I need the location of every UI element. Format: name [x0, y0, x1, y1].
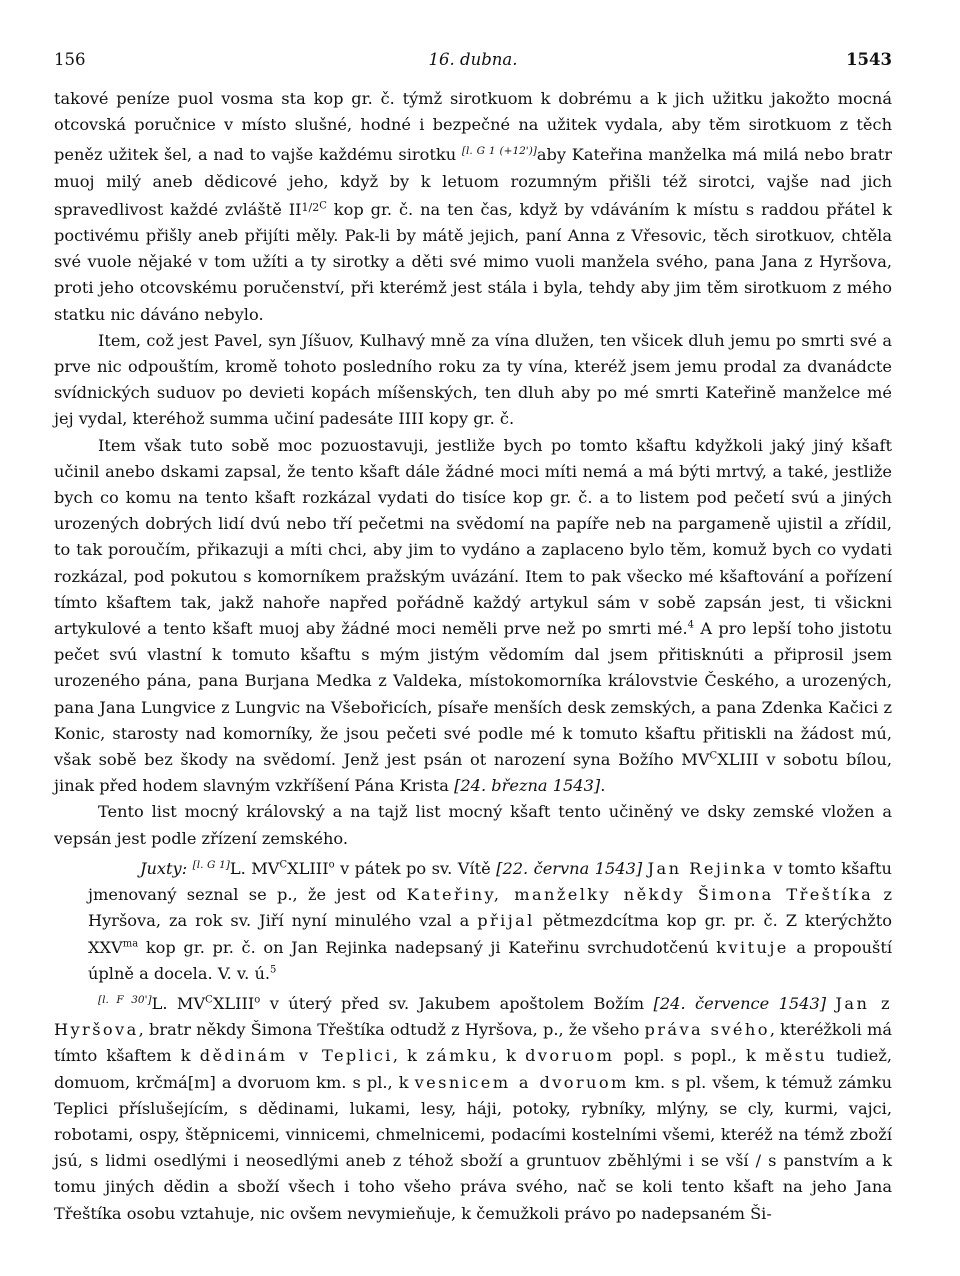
- paragraph-5: [54, 852, 892, 987]
- superscript-o: o: [254, 994, 261, 1006]
- text-run: pětmezdcítma kop gr. pr. č. Z kterýchžto XXV: [88, 911, 893, 957]
- text-run: XLIII: [287, 858, 329, 878]
- spaced-word: městu: [764, 1046, 828, 1066]
- spaced-word: kvituje: [716, 937, 789, 957]
- paragraph-4: Tento list mocný královský a na tajž list mocný kšaft tento učiněný ve dsky zemské vložen a vepsán jest podle zřízení zemského.: [54, 802, 892, 848]
- spaced-word: dědinám v Teplici: [199, 1046, 393, 1066]
- running-header: [54, 42, 892, 72]
- text-run: L. MV: [229, 858, 280, 878]
- text-run: , bratr někdy Šimona Třeštíka odtudž z Hyršova, p., že všeho: [138, 1020, 645, 1040]
- text-run: A pro lepší toho jistotu pečet svú vlastní k tomuto kšaftu s mým jistým vědomím dal jsem přitisknúti a připrosil jsem urozeného pána, pana Burjana Medka z Valdeka, místokomorníka královstvie Českého, a urozených, pana Jana Lungvice z Lungvic na Všebořicích, písaře menších desk zemských, a pana Zdenka Kačici z Konic, starosty nad komorníky, že jsou pečeti své podle mé k tomuto kšaftu přitiskli na žádost mú, však sobě bez škody na svědomí. Jenž jest psán ot narození syna Božího MV: [54, 619, 892, 770]
- header-date: 16. dubna.: [428, 50, 518, 69]
- text-run: [826, 994, 835, 1013]
- spaced-name: Jan z Hyršova: [54, 993, 892, 1040]
- text-run: kop gr. č. na ten čas, když by vdáváním k místu s raddou přátel k poctivému přišly aneb přijíti měly. Pak-li by mátě jejich, paní Anna z Vřesovic, těch sirotkuov, chtěla své vuole nějaké v tom užíti a ty sirotky a děti své mimo vuoli manžela svého, pana Jana z Hyršova, proti jeho otcovskému poručenství, při kterémž jest stála i byla, tehdy aby jim těm sirotkuom z mého statku nic dáváno nebylo.: [54, 199, 892, 324]
- text-run: kop gr. pr. č. on Jan Rejinka nadepsaný ji Kateřinu svrchudotčenú: [138, 937, 717, 957]
- page-number: 156: [54, 50, 86, 69]
- text-run: XLIII v sobotu bílou, jinak před hodem slavným vzkříšení Pána Krista: [54, 750, 892, 796]
- spaced-word: zámku: [426, 1046, 492, 1066]
- paragraph-2: Item, což jest Pavel, syn Jíšuov, Kulhavý mně za vína dlužen, ten všicek dluh jemu po smrti své a prve nic odpouštím, kromě tohoto posledního roku za ty vína, kteréž jsem jemu prodal za dvanádcte svídnických suduov po devieti kopách míšenských, ten dluh aby po mé smrti Kateřině manželce mé jej vydal, kteréhož summa učiní padesáte IIII kopy gr. č.: [54, 330, 892, 429]
- text-run: v úterý před sv. Jakubem apoštolem Božím: [260, 993, 654, 1013]
- spaced-word: vesnicem a dvoruom: [414, 1072, 629, 1092]
- spaced-word: přijal: [477, 911, 535, 931]
- superscript-c: C: [709, 750, 718, 762]
- document-body: [54, 86, 892, 1227]
- text-run: , k: [392, 1046, 427, 1066]
- text-run: popl. s popl., k: [614, 1046, 765, 1066]
- folio-reference: [l. F 30']: [98, 993, 152, 1006]
- spaced-word: dvoruom: [525, 1046, 615, 1066]
- folio-reference: [l. G 1]: [192, 858, 230, 871]
- paragraph-1: [54, 86, 892, 328]
- fraction: 1/2: [301, 200, 320, 214]
- paragraph-6: [54, 987, 892, 1227]
- text-run: , kteréžkoli má tímto kšaftem k: [54, 1020, 893, 1066]
- text-run: , k: [491, 1046, 526, 1066]
- text-run: takové peníze puol vosma sta kop gr. č. týmž sirotkuom k dobrému a k jich užitku jakožto mocná otcovská poručnice v místo slušné, hodné i bezpečné na užitek vydala, aby těm sirotkuom z těch peněz užitek šel, a nad to vajše každému sirotku: [54, 89, 892, 165]
- superscript-o: o: [328, 859, 335, 871]
- date-annotation: [24. července 1543]: [653, 993, 827, 1013]
- text-run: z Hyršova, za rok sv. Jiří nyní minulého vzal a: [88, 885, 892, 931]
- juxty-label: Juxty:: [140, 858, 188, 878]
- text-run: km. s pl. všem, k témuž zámku Teplici příslušejícím, s dědinami, lukami, lesy, háji, potoky, rybníky, mlýny, se cly, kurmi, vajci, robotami, ospy, štěpnicemi, vinnicemi, chmelnicemi, podacími kostelními všemi, kteréž na témž zboží jsú, s lidmi osedlými i neosedlými aneb z téhož sboží a gruntuov zběhlými i se vší / s panstvím a k tomu jiných dědin a sboží všech i toho všeho práva svého, nač se koli tento kšaft na jeho Jana Třeštíka osobu vztahuje, nic ovšem nevymieňuje, k čemužkoli právo po nadepsaném Ši-: [54, 1072, 892, 1223]
- text-run: v pátek po sv. Vítě: [334, 858, 497, 878]
- text-run: XLIII: [212, 993, 255, 1013]
- spaced-name: Jan Rejinka: [647, 858, 768, 878]
- folio-reference: [l. G 1 (+12')]: [461, 145, 537, 158]
- date-annotation: [24. března 1543]: [454, 776, 601, 796]
- header-year: 1543: [846, 50, 892, 69]
- text-run: tudiež, domuom, krčmá[m] a dvoruom km. s pl., k: [54, 1046, 892, 1092]
- footnote-marker: 4: [687, 619, 694, 631]
- text-run: v tomto kšaftu jmenovaný seznal se p., že jest od: [88, 858, 892, 905]
- footnote-marker: 5: [270, 964, 277, 976]
- superscript-c: C: [279, 859, 288, 871]
- date-annotation: [22. června 1543]: [496, 858, 643, 878]
- spaced-word: práva svého: [644, 1020, 770, 1040]
- text-run: a propouští úplně a docela. V. v. ú.: [88, 937, 893, 983]
- superscript-c: C: [205, 994, 213, 1006]
- spaced-name: Kateřiny, manželky někdy Šimona Třeštíka: [406, 885, 874, 905]
- text-run: Item však tuto sobě moc pozuostavuji, jestliže bych po tomto kšaftu kdyžkoli jaký jiný kšaft učinil anebo dskami zapsal, že tento kšaft dále žádné moci míti nemá a má býti mrtvý, a také, jestliže bych co komu na tento kšaft rozkázal vydati do tisíce kop gr. č. a to listem pod pečetí svú a jiných urozených dobrých lidí dvú nebo tří pečetmi na svědomí na papíře neb na pargameně ujistil a zřídil, to tak poroučím, přikazuji a míti chci, aby jim to vydáno a zaplaceno bylo těm, komuž bych co vydati rozkázal, pod pokutou s komorníkem pražským uvázání. Item to pak všecko mé kšaftování a pořízení tímto kšaftem tak, jakž nahoře napřed pořádně každý artykul sám v sobě zapsán jest, ti všickni artykulové a tento kšaft muoj aby žádné moci neměli prve než po smrti mé.: [54, 435, 892, 639]
- text-run: L. MV: [151, 993, 206, 1013]
- paragraph-3: [54, 433, 892, 800]
- text-run: aby Kateřina manželka má milá nebo bratr muoj milý aneb dědicové jeho, když by k letuom rozumným přišli též sirotci, vajše nad jich spravedlivost každé zvláště II: [54, 145, 892, 219]
- text-run: .: [600, 776, 606, 796]
- superscript-c: C: [319, 200, 327, 212]
- superscript-ma: ma: [122, 938, 139, 950]
